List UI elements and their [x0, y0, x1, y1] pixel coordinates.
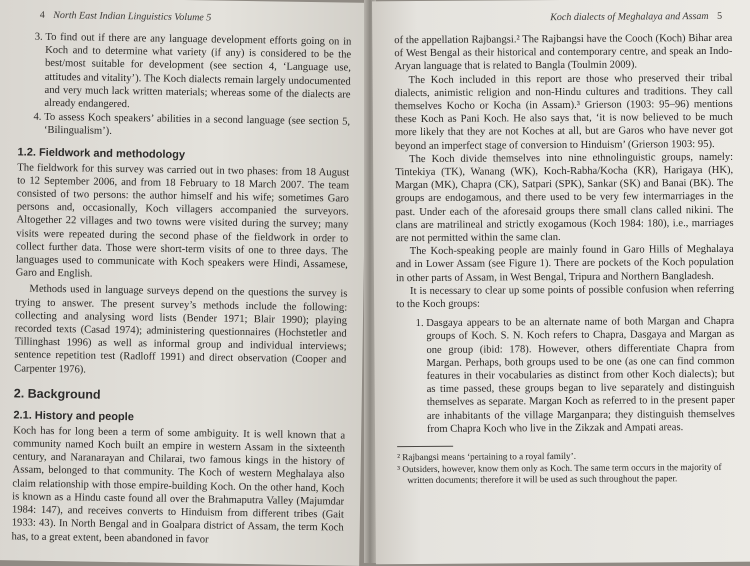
koch-groups-list: [396, 315, 735, 436]
left-page: [0, 0, 368, 566]
right-running-head: [394, 11, 732, 24]
objectives-list: [18, 30, 352, 142]
section-heading-background: 2. Background: [13, 386, 101, 402]
paragraph-tribal-dialects: The Koch included in this report are those who preserved their tribal dialects, animistic religion and non-Hindu cultures and traditions. They call themselves Kocho or Kocha (in Assam).³ Grierson (1903: 95–96) mentions these Koch as Pani Koch. He also says that, ‘it is now believed to be much more likely that they are not Koches at all, but are Garos who have never got beyond an imperfect stage of conversion to Hinduism’ (Grierson 1903: 95).: [394, 72, 733, 152]
paragraph-history: Koch has for long been a term of some ambiguity. It is well known that a community named Koch built an empire in western Assam in the sixteenth century, and Naranarayan and Chilarai, two famous kings in the history of Assam, belonged to that community. The Koch of western Meghalaya also claim relationship with those empire-building Koch. On the other hand, Koch is known as a Hindu caste found all over the Brahmaputra Valley (Majumdar 1984: 147), and receives converts to Hinduism from different tribes (Gait 1933: 43). In North Bengal and in Goalpara district of Assam, the term Koch has, to a great extent, been abandoned in favor: [11, 425, 346, 545]
right-running-title: Koch dialects of Meghalaya and Assam: [550, 10, 709, 24]
paragraph-confusion: It is necessary to clear up some points of possible confusion when referring to the Koch groups:: [396, 283, 735, 311]
list-item: 3. To find out if there are any language development efforts going on in Koch and to determine what variety (if any) is considered to be the best/most suitable for development (see section 4, ‘Language use, attitudes and vitality’). The Koch dialects remain largely undocumented and very much lack written materials; whereas some of the dialects are already endangered.: [44, 31, 351, 115]
left-page-number: 4: [39, 9, 45, 21]
paragraph-distribution: The Koch-speaking people are mainly found in Garo Hills of Meghalaya and in Lower Assam (see Figure 1). There are pockets of the Koch population in other parts of Assam, in West Bengal, Tripura and Northern Bangladesh.: [395, 244, 734, 284]
section-heading-fieldwork: 1.2. Fieldwork and methodology: [17, 146, 186, 161]
section-heading-history: 2.1. History and people: [13, 409, 134, 424]
footnote-3: ³ Outsiders, however, know them only as Koch. The same term occurs in the majority of written documents; therefore it will be used as such throughout the paper.: [397, 461, 722, 486]
list-item: 4. To assess Koch speakers’ abilities in a second language (see section 5, ‘Bilingualism’).: [44, 111, 350, 142]
right-page: [372, 0, 750, 564]
paragraph-fieldwork: The fieldwork for this survey was carried out in two phases: from 18 August to 12 September 2006, and from 18 February to 18 March 2007. The team consisted of two persons: the author himself and his wife; sometimes Garo persons and, occasionally, Koch villagers accompanied the surveyors. Altogether 22 villages and two towns were visited during the survey; many visits were repeated during the second phase of the fieldwork in order to collect further data. Those were short-term visits of one to three days. The languages used to communicate with Koch speakers were Hindi, Assamese, Garo and English.: [15, 162, 350, 280]
paragraph-methods: Methods used in language surveys depend on the questions the survey is trying to answer. The present survey’s methods include the following: collecting and analysing word lists (Bender 1971; Blair 1990); playing recorded texts (Casad 1974); administering questionnaires (Hochstetler and Tillinghast 1996) as well as informal group and individual interviews; sentence repetition test (Radloff 1991) and direct observation (Cooper and Carpenter 1976).: [14, 284, 348, 376]
list-item: 1. Dasgaya appears to be an alternate name of both Margan and Chapra groups of Koch. S. N. Koch refers to Chapra, Dasgaya and Margan as one group (ibid: 178). However, others differentiate Chapra from Margan. Perhaps, both groups used to be one (as one can find common features in their vocabularies as distinct from other Koch dialects); but as time passed, these groups began to live separately and distinguish themselves as separate. Margan Koch as referred to in the present paper are inhabitants of the village Marganpara; they distinguish themselves from Chapra Koch who live in the Zikzak and Ampati areas.: [426, 315, 735, 436]
paragraph-rajbangsi: of the appellation Rajbangsi.² The Rajbangsi have the Cooch (Koch) Bihar area of West Bengal as their historical and contemporary centre, and speak an Indo-Aryan language that is related to Bangla (Toulmin 2009).: [394, 32, 733, 73]
left-running-head: [20, 9, 352, 25]
paragraph-ethnolinguistic-groups: The Koch divide themselves into nine ethnolinguistic groups, namely: Tintekiya (TK), Wanang (WK), Koch-Rabha/Kocha (KR), Harigaya (HK), Margan (MK), Chapra (CK), Satpari (SPK), Sankar (SK) and Banai (BK). The groups are endogamous, and there used to be very few intermarriages in the past. Under each of the aforesaid groups there small clans called nikini. The clans are matrilineal and strictly exogamous (Koch 1984: 180), i.e., marriages are not permitted within the same clan.: [395, 151, 734, 245]
footnote-rule: [397, 446, 453, 447]
left-running-title: North East Indian Linguistics Volume 5: [53, 9, 212, 24]
right-page-number: 5: [717, 10, 723, 22]
footnote-2: ² Rajbangsi means ‘pertaining to a royal family’.: [397, 451, 577, 463]
